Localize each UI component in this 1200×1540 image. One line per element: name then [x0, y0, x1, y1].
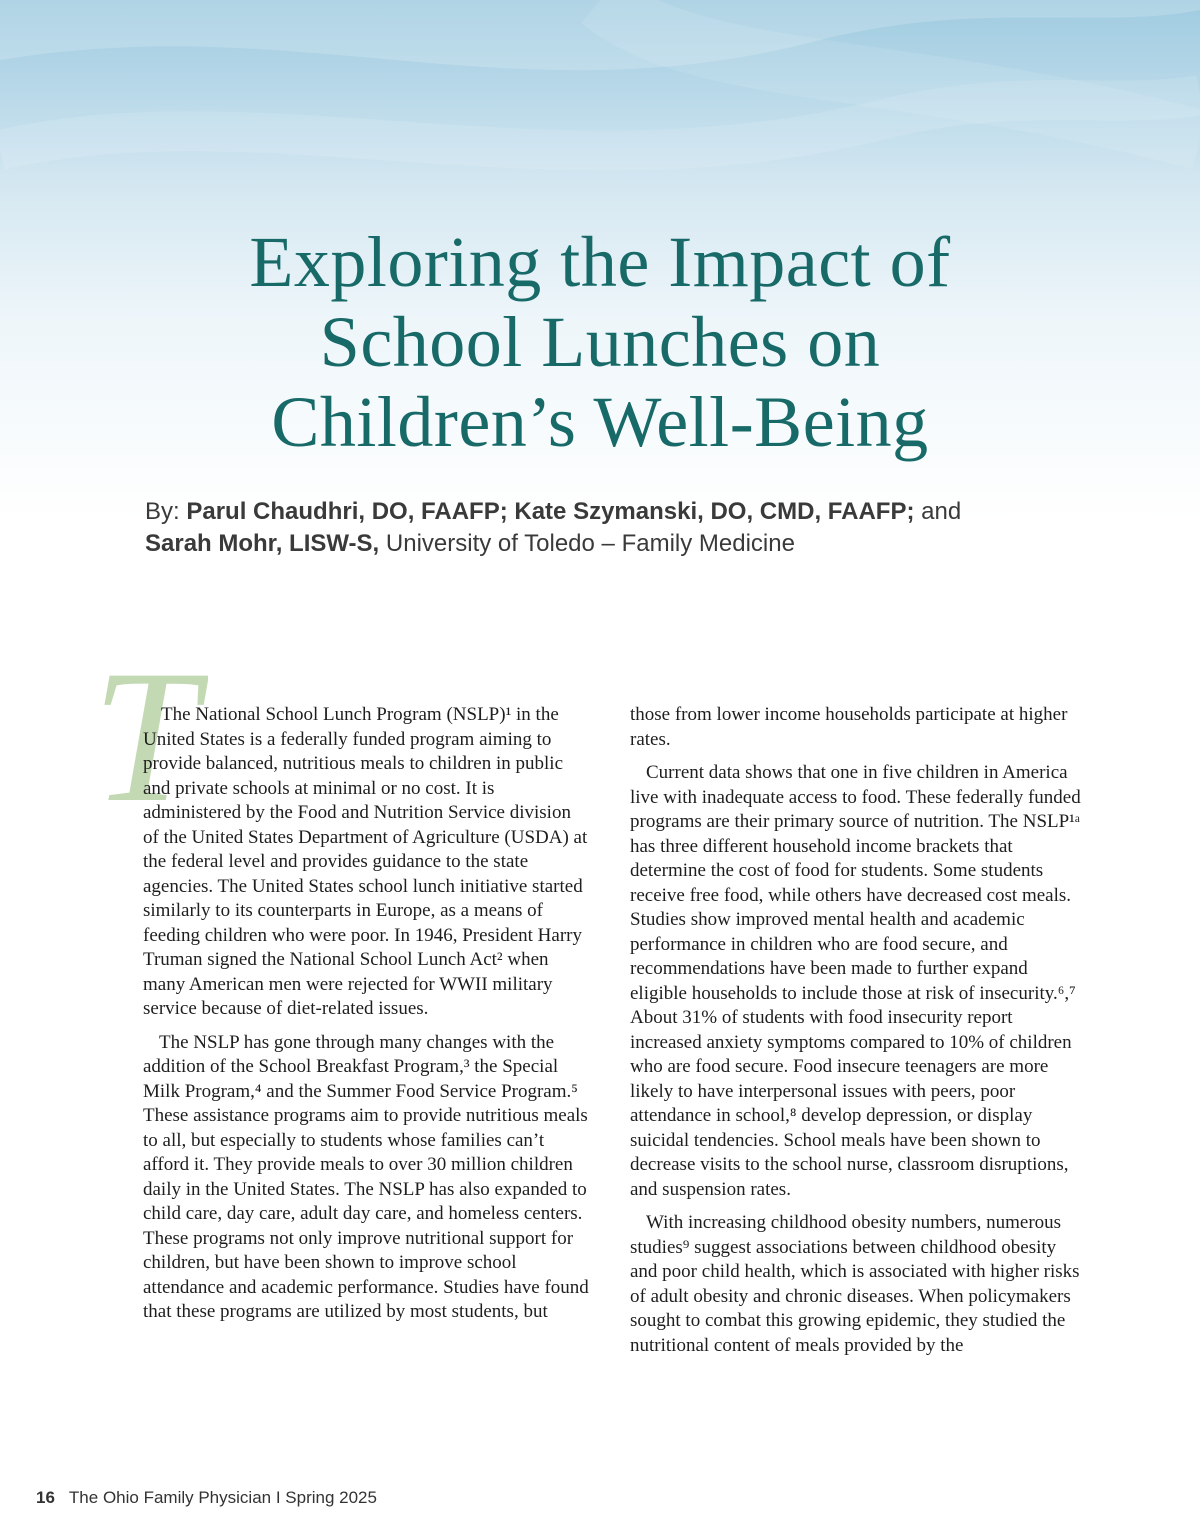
publication-info: The Ohio Family Physician I Spring 2025	[68, 1488, 377, 1507]
body-paragraph: With increasing childhood obesity numbers, numerous studies⁹ suggest associations between childhood obesity and poor child health, which is associated with higher risks of adult obesity and chronic diseases. When policymakers sought to combat this growing epidemic, they studied the nutritional content of meals provided by the	[630, 1212, 1080, 1356]
title-line-1: Exploring the Impact of	[249, 222, 951, 302]
page-footer	[36, 1488, 377, 1508]
body-paragraph: those from lower income households participate at higher rates.	[630, 704, 1068, 750]
byline-and: and	[914, 498, 962, 525]
page-number: 16	[36, 1488, 55, 1507]
right-column	[630, 703, 1082, 1367]
author-affiliation: University of Toledo – Family Medicine	[379, 530, 795, 557]
author-1: Parul Chaudhri, DO, FAAFP;	[186, 498, 508, 525]
author-byline	[145, 496, 1065, 560]
author-3: Sarah Mohr, LISW-S,	[145, 530, 380, 557]
body-paragraph: Current data shows that one in five children in America live with inadequate access to food. These federally funded programs are their primary source of nutrition. The NSLP¹ᵃ has three different household income brackets that determine the cost of food for students. Some students receive free food, while others have decreased cost meals. Studies show improved mental health and academic performance in children who are food secure, and recommendations have been made to further expand eligible households to include those at risk of insecurity.⁶,⁷ About 31% of students with food insecurity report increased anxiety symptoms compared to 10% of children who are food secure. Food insecure teenagers are more likely to have interpersonal issues with peers, poor attendance in school,⁸ develop depression, or display suicidal tendencies. School meals have been shown to decrease visits to the school nurse, classroom disruptions, and suspension rates.	[630, 762, 1081, 1200]
title-line-3: Children’s Well-Being	[271, 382, 929, 462]
article-title	[0, 222, 1200, 462]
author-2: Kate Szymanski, DO, CMD, FAAFP;	[514, 498, 915, 525]
svg-text:T: T	[92, 640, 198, 830]
body-paragraph: The NSLP has gone through many changes with the addition of the School Breakfast Program,³ the Special Milk Program,⁴ and the Summer Food Service Program.⁵ These assistance programs aim to provide nutritious meals to all, but especially to students whose families can’t afford it. They provide meals to over 30 million children daily in the United States. The NSLP has also expanded to child care, day care, adult day care, and homeless centers. These programs not only improve nutritional support for children, but have been shown to improve school attendance and academic performance. Studies have found that these programs are utilized by most students, but	[143, 1031, 589, 1322]
left-column	[143, 703, 591, 1334]
byline-prefix: By:	[145, 498, 187, 525]
title-line-2: School Lunches on	[319, 302, 881, 382]
body-paragraph: The National School Lunch Program (NSLP)¹ in the United States is a federally funded program aiming to provide balanced, nutritious meals to children in public and private schools at minimal or no cost. It is administered by the Food and Nutrition Service division of the United States Department of Agriculture (USDA) at the federal level and provides guidance to the state agencies. The United States school lunch initiative started similarly to its counterparts in Europe, as a means of feeding children who were poor. In 1946, President Harry Truman signed the National School Lunch Act² when many American men were rejected for WWII military service because of diet-related issues.	[143, 704, 588, 1019]
